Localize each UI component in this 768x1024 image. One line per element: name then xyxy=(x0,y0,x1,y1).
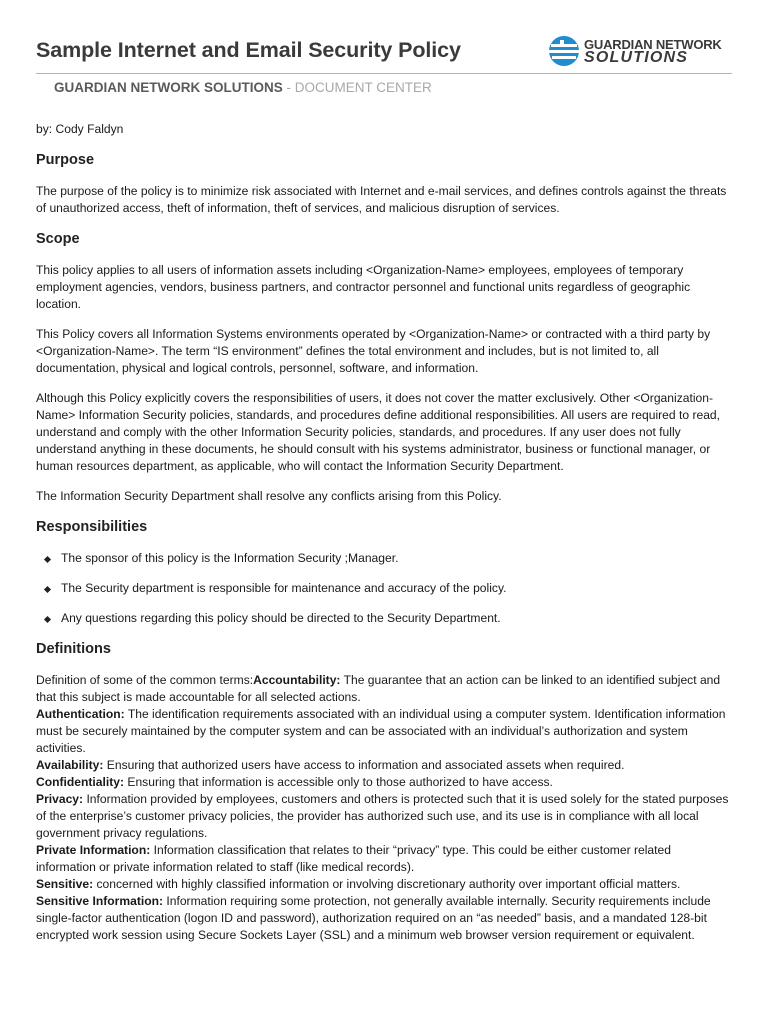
definition-text: Information provided by employees, customers and others is protected such that it is used solely for the stated purposes of the enterprise’s customer privacy policies, the provider has authorized such use, and its use is in compliance with all local government privacy regulations. xyxy=(36,792,729,840)
guardian-globe-icon xyxy=(548,35,580,67)
bullet-icon xyxy=(44,616,51,623)
header-divider xyxy=(36,73,732,74)
logo-text-line1: GUARDIAN NETWORK xyxy=(584,37,722,52)
definition-item xyxy=(36,706,732,757)
subheader-brand: GUARDIAN NETWORK SOLUTIONS xyxy=(54,80,283,95)
definition-text: Ensuring that information is accessible only to those authorized to have access. xyxy=(124,775,553,789)
list-item-text: The sponsor of this policy is the Information Security ;Manager. xyxy=(61,551,399,565)
definition-term: Sensitive: xyxy=(36,877,94,891)
logo-text-line2: SOLUTIONS xyxy=(584,49,689,66)
page-title: Sample Internet and Email Security Policy xyxy=(36,38,461,62)
company-logo[interactable] xyxy=(548,35,733,67)
definition-text: Information requiring some protection, not generally available internally. Security requirements include single-factor authentication (logon ID and password), authorization required on an “as needed” basis, and a mandated 128-bit encrypted work session using Secure Sockets Layer (SSL) and a minimum web browser version requirement or equivalent. xyxy=(36,894,711,942)
scope-paragraph: This policy applies to all users of information assets including <Organization-Name> employees, employees of temporary employment agencies, vendors, business partners, and contractor personnel and functional units regardless of geographic location. xyxy=(36,263,691,311)
author-byline: by: Cody Faldyn xyxy=(36,122,124,136)
document-body xyxy=(36,121,732,944)
document-center-link[interactable] xyxy=(54,80,432,95)
definition-text: The guarantee that an action can be linked to an identified subject and that this subject is made accountable for all selected actions. xyxy=(36,673,721,704)
subheader-section: DOCUMENT CENTER xyxy=(294,80,432,95)
definition-item xyxy=(36,791,732,842)
responsibilities-list xyxy=(36,550,732,627)
definition-term: Confidentiality: xyxy=(36,775,125,789)
definition-item xyxy=(36,876,732,893)
definitions-intro: Definition of some of the common terms: xyxy=(36,673,254,687)
scope-paragraph: This Policy covers all Information Systems environments operated by <Organization-Name> or contracted with a third party by <Organization-Name>. The term “IS environment” defines the total environment and includes, but is not limited to, all documentation, physical and logical controls, personnel, software, and information. xyxy=(36,327,711,375)
definitions-list xyxy=(36,672,732,944)
scope-paragraph: Although this Policy explicitly covers the responsibilities of users, it does not cover the matter exclusively. Other <Organization-Name> Information Security policies, standards, and procedures define additional responsibilities. All users are required to read, understand and comply with the other Information Security policies, standards, and procedures. If any user does not fully understand anything in these documents, he should consult with his systems administrator, business or functional manager, or human resources department, as applicable, who will contact the Information Security Department. xyxy=(36,391,721,473)
definition-item xyxy=(36,893,732,944)
purpose-paragraph: The purpose of the policy is to minimize risk associated with Internet and e-mail services, and defines controls against the threats of unauthorized access, theft of information, theft of services, and malicious disruption of services. xyxy=(36,184,727,215)
responsibilities-heading: Responsibilities xyxy=(36,519,148,535)
definition-item xyxy=(36,774,732,791)
definition-item xyxy=(36,842,732,876)
definition-term: Availability: xyxy=(36,758,104,772)
definition-text: concerned with highly classified information or involving discretionary authority over important official matters. xyxy=(93,877,681,891)
list-item-text: Any questions regarding this policy should be directed to the Security Department. xyxy=(61,611,501,625)
scope-heading: Scope xyxy=(36,231,80,247)
bullet-icon xyxy=(44,586,51,593)
definition-term: Authentication: xyxy=(36,707,125,721)
definition-term: Privacy: xyxy=(36,792,84,806)
definition-text: The identification requirements associated with an individual using a computer system. Identification information must be securely maintained by the computer system and can be associated with an individual’s authorization and system activities. xyxy=(36,707,726,755)
bullet-icon xyxy=(44,556,51,563)
subheader-separator: - xyxy=(282,80,295,95)
definition-term: Private Information: xyxy=(36,843,151,857)
definition-item xyxy=(36,672,732,706)
definition-text: Information classification that relates to their “privacy” type. This could be either customer related information or private information related to staff (like medical records). xyxy=(36,843,671,874)
definitions-heading: Definitions xyxy=(36,641,111,657)
definition-term: Accountability: xyxy=(253,673,341,687)
list-item xyxy=(36,610,732,627)
list-item xyxy=(36,580,732,597)
purpose-heading: Purpose xyxy=(36,152,95,168)
list-item-text: The Security department is responsible for maintenance and accuracy of the policy. xyxy=(61,581,507,595)
scope-paragraph: The Information Security Department shall resolve any conflicts arising from this Policy. xyxy=(36,489,502,503)
list-item xyxy=(36,550,732,567)
definition-text: Ensuring that authorized users have access to information and associated assets when required. xyxy=(103,758,625,772)
definition-term: Sensitive Information: xyxy=(36,894,164,908)
definition-item xyxy=(36,757,732,774)
